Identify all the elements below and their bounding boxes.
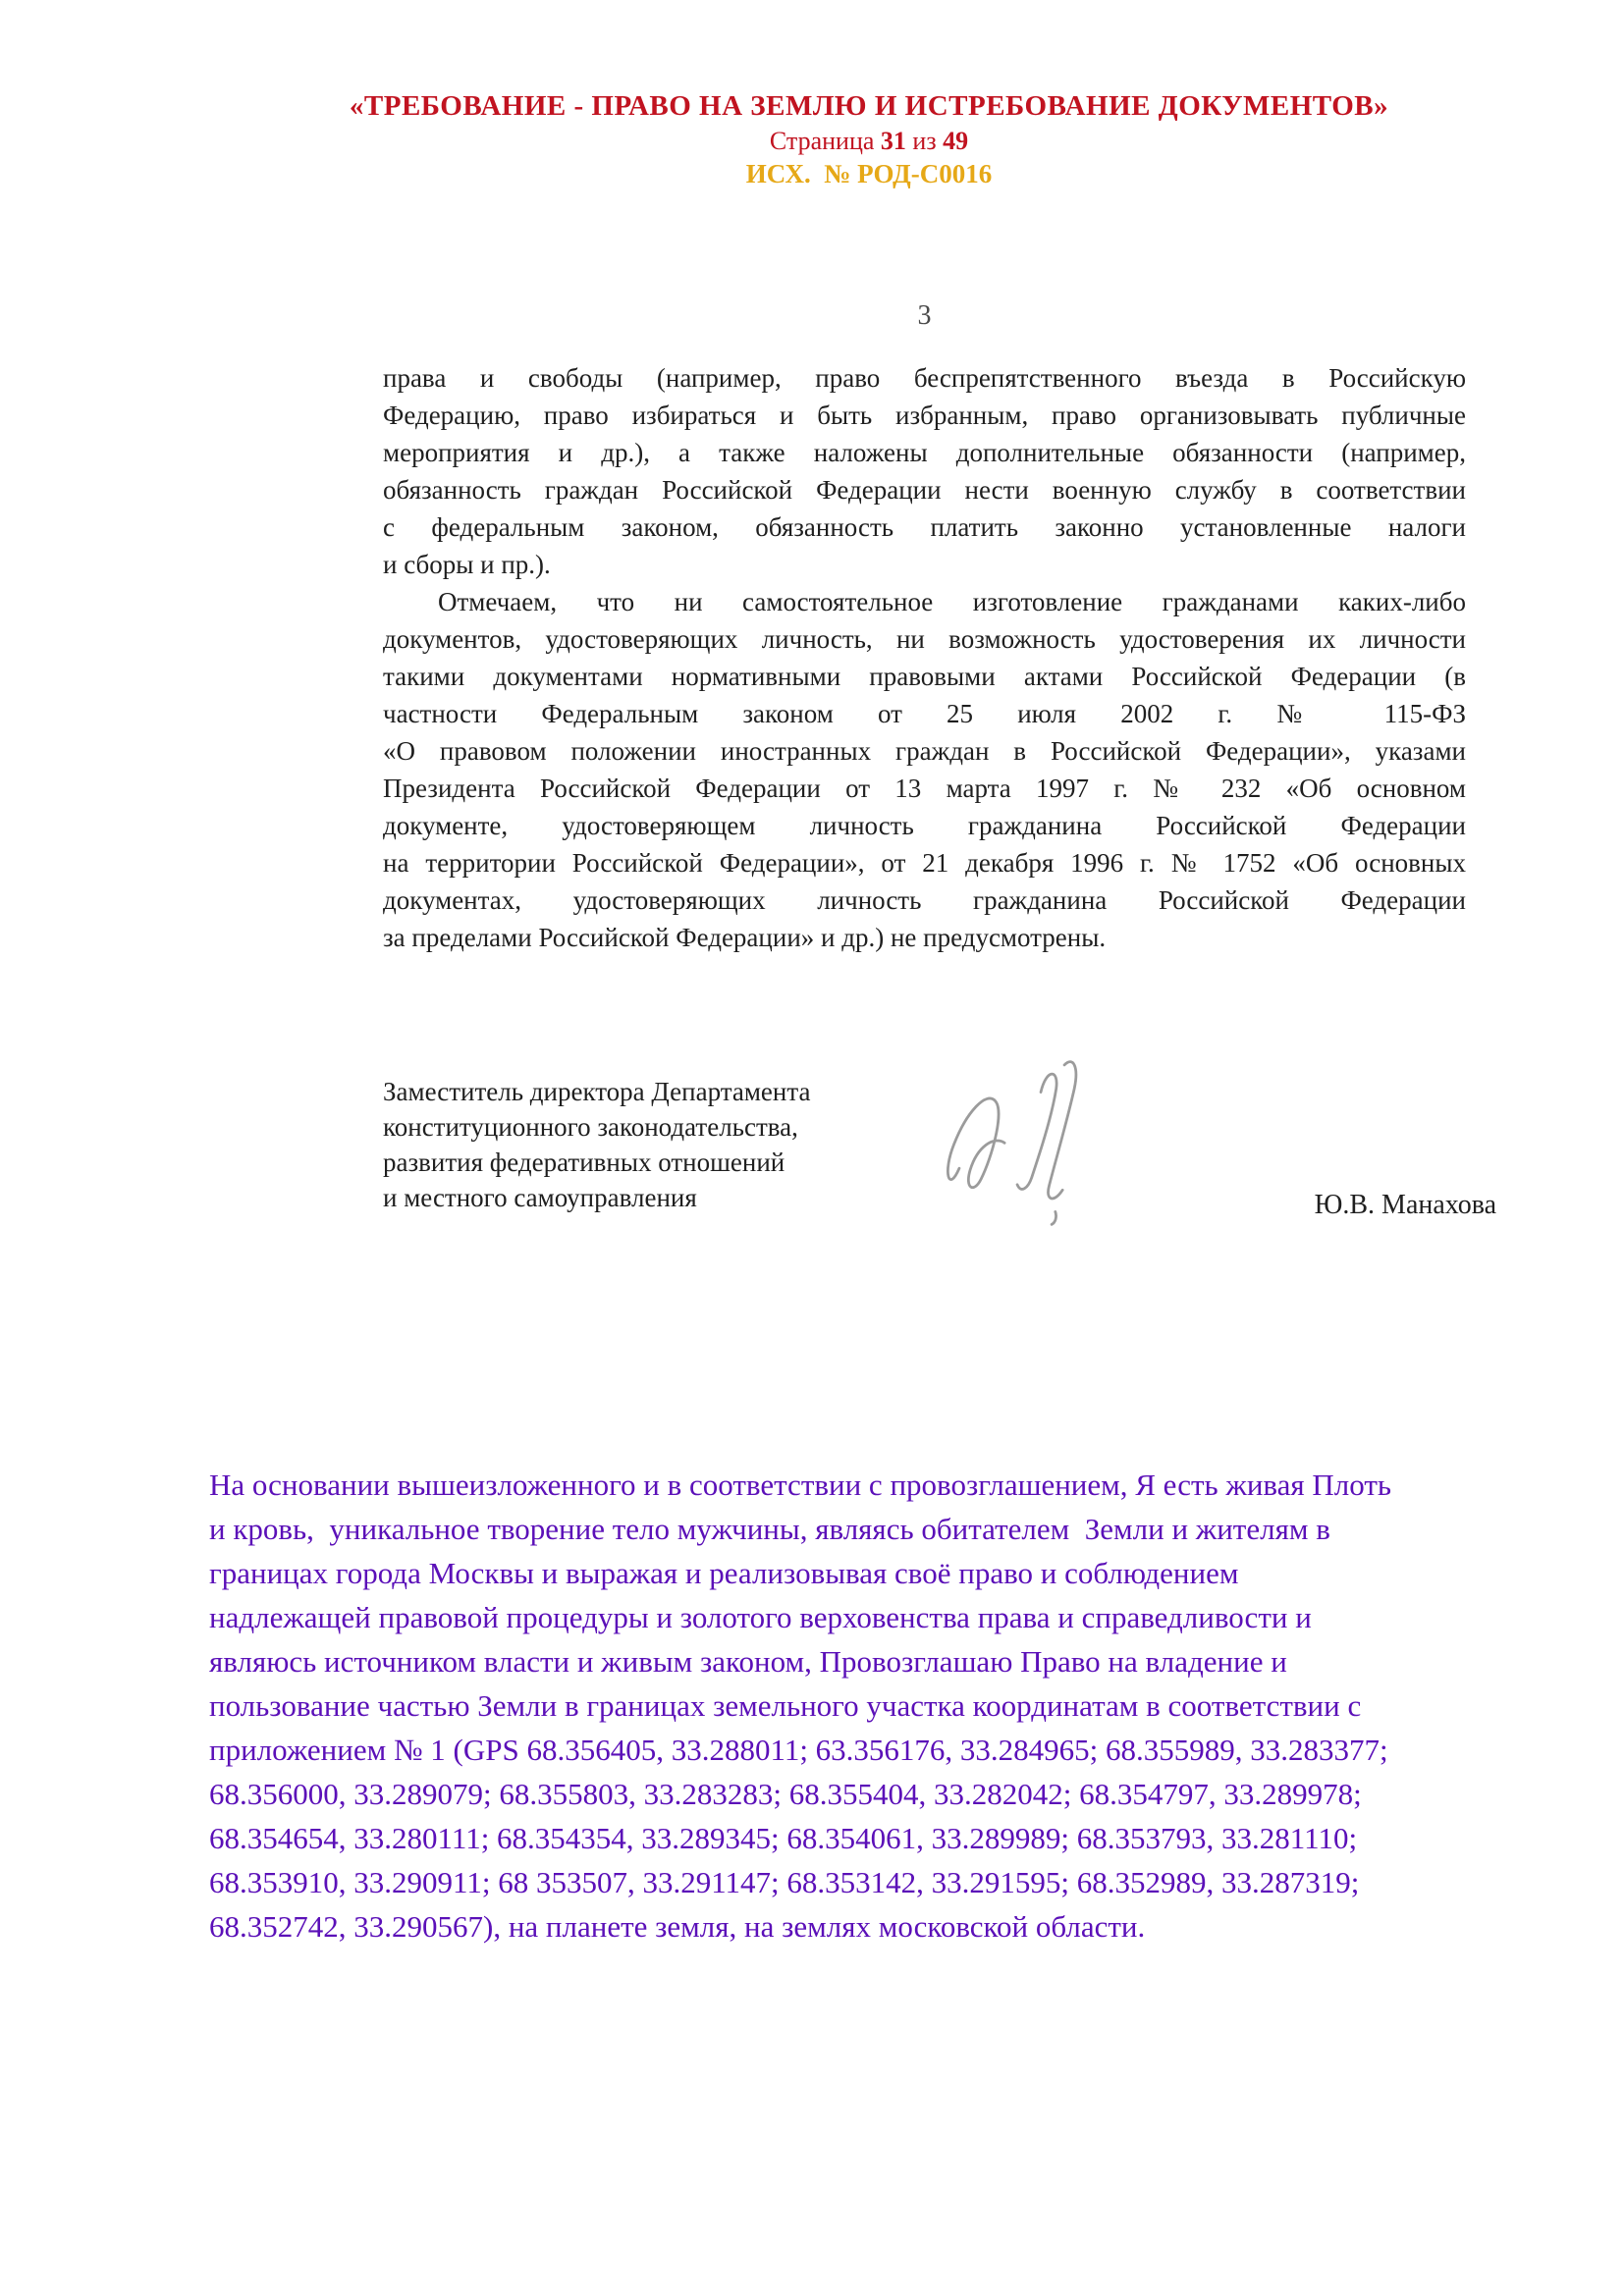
scanned-letter-body <box>383 300 1466 956</box>
page-total-number: 49 <box>943 127 969 155</box>
body-paragraph-1: права и свободы (например, право беспрепятственного въезда в Российскую Федерацию, право избираться и быть избранным, право организовывать публичные мероприятия и др.), а также наложены дополнительные обязанности (например, обязанность граждан Российской Федерации нести военную службу в соответствии с федеральным законом, обязанность платить законно установленные налоги и сборы и пр.). <box>383 363 1466 579</box>
signatory-name: Ю.В. Манахова <box>1314 1190 1496 1220</box>
scanned-page-number: 3 <box>917 300 932 331</box>
outgoing-ref-number: ИСХ. № РОД-С0016 <box>745 159 993 188</box>
page-indicator-label: Страница <box>769 127 875 155</box>
signatory-position-title: Заместитель директора Департамента конституционного законодательства, развития федеративных отношений и местного самоуправления <box>383 1077 811 1212</box>
handwritten-signature-image <box>945 1052 1126 1229</box>
page-indicator-of: из <box>912 127 937 155</box>
body-paragraph-2: Отмечаем, что ни самостоятельное изготовление гражданами каких-либо документов, удостоверяющих личность, ни возможность удостоверения их личности такими документами нормативными правовыми актами Российской Федерации (в частности Федеральным законом от 25 июля 2002 г. № 115-ФЗ «О правовом положении иностранных граждан в Российской Федерации», указами Президента Российской Федерации от 13 марта 1997 г. № 232 «Об основном документе, удостоверяющем личность гражданина Российской Федерации на территории Российской Федерации», от 21 декабря 1996 г. № 1752 «Об основных документах, удостоверяющих личность гражданина Российской Федерации за пределами Российской Федерации» и др.) не предусмотрены. <box>383 587 1466 952</box>
document-title: «ТРЕБОВАНИЕ - ПРАВО НА ЗЕМЛЮ И ИСТРЕБОВАНИЕ ДОКУМЕНТОВ» <box>349 90 1389 122</box>
document-header <box>118 88 1620 190</box>
declaration-paragraph: На основании вышеизложенного и в соответствии с провозглашением, Я есть живая Плоть и кровь, уникальное творение тело мужчины, являясь обитателем Земли и жителям в границах города Москвы и выражая и реализовывая своё право и соблюдением надлежащей правовой процедуры и золотого верховенства права и справедливости и являюсь источником власти и живым законом, Провозглашаю Право на владение и пользование частью Земли в границах земельного участка координатам в соответствии с приложением № 1 (GPS 68.356405, 33.288011; 63.356176, 33.284965; 68.355989, 33.283377; 68.356000, 33.289079; 68.355803, 33.283283; 68.355404, 33.282042; 68.354797, 33.289978; 68.354654, 33.280111; 68.354354, 33.289345; 68.354061, 33.289989; 68.353793, 33.281110; 68.353910, 33.290911; 68 353507, 33.291147; 68.353142, 33.291595; 68.352989, 33.287319; 68.352742, 33.290567), на планете земля, на землях московской области. <box>209 1468 1392 1944</box>
signature-block <box>383 1074 1496 1229</box>
page-current-number: 31 <box>880 127 906 155</box>
page-indicator <box>118 125 1620 157</box>
